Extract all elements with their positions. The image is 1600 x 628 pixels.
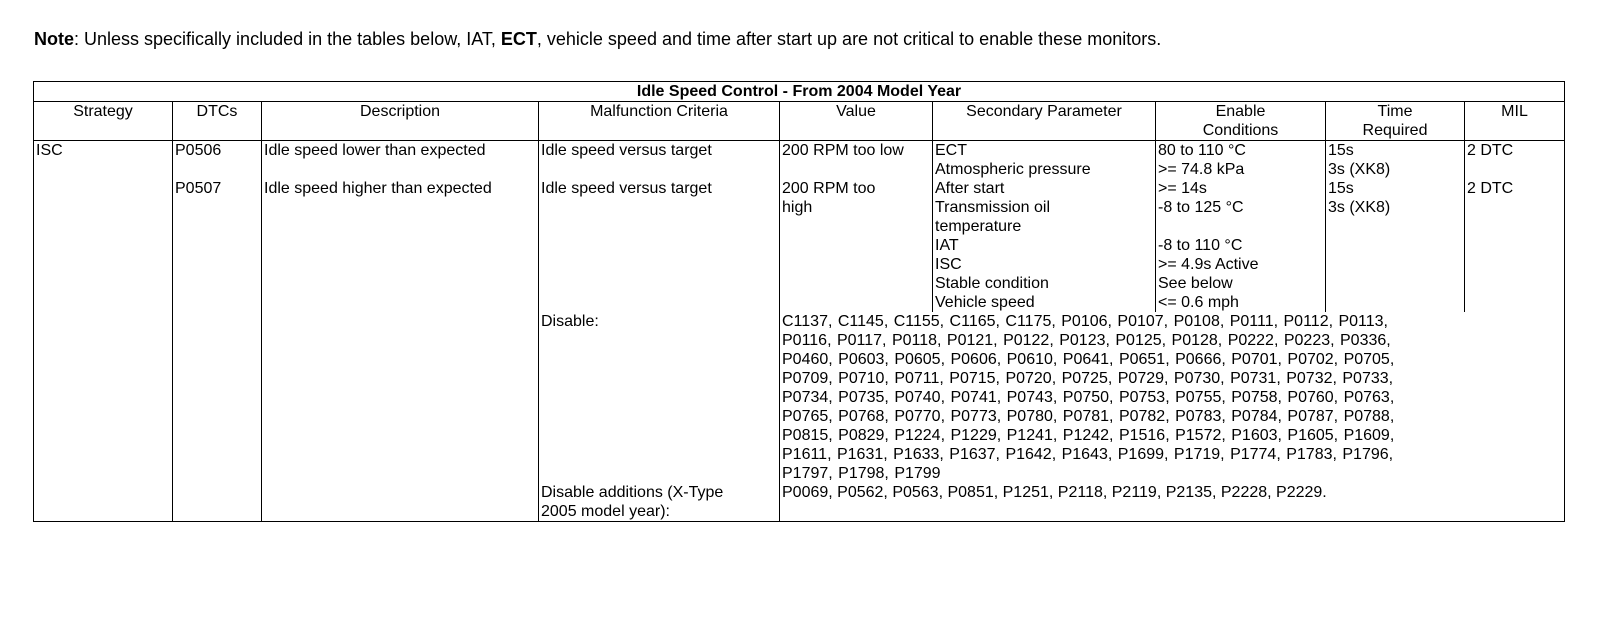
- cell-value: [780, 217, 933, 236]
- cell-dtc: [173, 255, 262, 274]
- header-enable-conditions-2: Conditions: [1156, 121, 1326, 141]
- cell-secondary: Vehicle speed: [933, 293, 1156, 312]
- cell-dtc: [173, 236, 262, 255]
- cell-strategy: [34, 255, 173, 274]
- cell-strategy: [34, 160, 173, 179]
- disable-additions-label-2: 2005 model year):: [541, 503, 670, 520]
- cell-dtc: P0507: [173, 179, 262, 198]
- cell-malfunction: [539, 293, 780, 312]
- table-header-row: [34, 102, 1565, 122]
- cell-dtc: P0506: [173, 141, 262, 161]
- disable-codes-line: P0815, P0829, P1224, P1229, P1241, P1242, P1516, P1572, P1603, P1605, P1609,: [782, 427, 1395, 444]
- cell-secondary: temperature: [933, 217, 1156, 236]
- disable-label: Disable:: [539, 312, 780, 483]
- table-row: [34, 236, 1565, 255]
- cell-value: [780, 255, 933, 274]
- header-time-required-1: Time: [1326, 102, 1465, 122]
- cell-strategy: [34, 217, 173, 236]
- cell-dtc: [173, 198, 262, 217]
- cell-dtc: [173, 274, 262, 293]
- cell-value: [780, 236, 933, 255]
- cell-secondary: After start: [933, 179, 1156, 198]
- cell-enable: 80 to 110 °C: [1156, 141, 1326, 161]
- note-text-2: , vehicle speed and time after start up are not critical to enable these monitors.: [536, 29, 1162, 49]
- cell-time: [1326, 293, 1465, 312]
- disable-codes-line: P1611, P1631, P1633, P1637, P1642, P1643, P1699, P1719, P1774, P1783, P1796,: [782, 446, 1394, 463]
- cell-malfunction: [539, 198, 780, 217]
- cell-value: 200 RPM too: [780, 179, 933, 198]
- cell-mil: [1465, 255, 1565, 274]
- cell-value: [780, 274, 933, 293]
- cell-time: [1326, 217, 1465, 236]
- disable-codes-line: P0460, P0603, P0605, P0606, P0610, P0641, P0651, P0666, P0701, P0702, P0705,: [782, 351, 1395, 368]
- cell-description: Idle speed higher than expected: [262, 179, 539, 198]
- cell-malfunction: Idle speed versus target: [539, 179, 780, 198]
- note-text: [34, 28, 1161, 50]
- cell-description: [262, 236, 539, 255]
- cell-description: Idle speed lower than expected: [262, 141, 539, 161]
- cell-time: [1326, 274, 1465, 293]
- table-row: [34, 198, 1565, 217]
- cell-malfunction: [539, 217, 780, 236]
- table-row: [34, 141, 1565, 161]
- cell-mil: 2 DTC: [1465, 179, 1565, 198]
- disable-codes-line: P0709, P0710, P0711, P0715, P0720, P0725, P0729, P0730, P0731, P0732, P0733,: [782, 370, 1394, 387]
- table-title: Idle Speed Control - From 2004 Model Year: [34, 82, 1565, 102]
- cell-dtc: [173, 217, 262, 236]
- disable-codes: [780, 312, 1565, 483]
- cell-enable: >= 14s: [1156, 179, 1326, 198]
- cell-mil: [1465, 293, 1565, 312]
- cell-enable: See below: [1156, 274, 1326, 293]
- header-strategy: Strategy: [34, 102, 173, 122]
- cell-enable: -8 to 110 °C: [1156, 236, 1326, 255]
- note-label: Note: [34, 29, 74, 49]
- cell-description: [262, 160, 539, 179]
- cell-mil: [1465, 236, 1565, 255]
- cell-secondary: IAT: [933, 236, 1156, 255]
- cell-description: [262, 255, 539, 274]
- header-dtcs: DTCs: [173, 102, 262, 122]
- cell-malfunction: [539, 274, 780, 293]
- cell-enable: <= 0.6 mph: [1156, 293, 1326, 312]
- cell-value: high: [780, 198, 933, 217]
- disable-codes-line: P0116, P0117, P0118, P0121, P0122, P0123, P0125, P0128, P0222, P0223, P0336,: [782, 332, 1391, 349]
- cell-dtc: [173, 160, 262, 179]
- cell-strategy: [34, 274, 173, 293]
- disable-codes-line: P1797, P1798, P1799: [782, 465, 941, 482]
- header-malfunction-criteria: Malfunction Criteria: [539, 102, 780, 122]
- cell-mil: [1465, 160, 1565, 179]
- cell-description: [262, 217, 539, 236]
- cell-time: 3s (XK8): [1326, 160, 1465, 179]
- cell-description: [262, 293, 539, 312]
- cell-value: 200 RPM too low: [780, 141, 933, 161]
- cell-mil: 2 DTC: [1465, 141, 1565, 161]
- cell-secondary: ISC: [933, 255, 1156, 274]
- cell-malfunction: [539, 236, 780, 255]
- table-row: [34, 179, 1565, 198]
- header-secondary-parameter: Secondary Parameter: [933, 102, 1156, 122]
- cell-dtc: [173, 293, 262, 312]
- cell-enable: -8 to 125 °C: [1156, 198, 1326, 217]
- cell-time: [1326, 236, 1465, 255]
- header-time-required-2: Required: [1326, 121, 1465, 141]
- disable-additions-codes: P0069, P0562, P0563, P0851, P1251, P2118, P2119, P2135, P2228, P2229.: [780, 483, 1565, 522]
- cell-malfunction: Idle speed versus target: [539, 141, 780, 161]
- cell-malfunction: [539, 255, 780, 274]
- cell-time: 15s: [1326, 179, 1465, 198]
- header-description: Description: [262, 102, 539, 122]
- table-row: [34, 293, 1565, 312]
- cell-value: [780, 293, 933, 312]
- cell-strategy: [34, 198, 173, 217]
- cell-strategy: ISC: [34, 141, 173, 161]
- cell-enable: [1156, 217, 1326, 236]
- header-enable-conditions-1: Enable: [1156, 102, 1326, 122]
- disable-additions-row: [34, 483, 1565, 522]
- cell-mil: [1465, 198, 1565, 217]
- header-value: Value: [780, 102, 933, 122]
- cell-mil: [1465, 217, 1565, 236]
- disable-additions-label-1: Disable additions (X-Type: [541, 484, 724, 501]
- cell-strategy: [34, 179, 173, 198]
- cell-strategy: [34, 293, 173, 312]
- cell-time: 3s (XK8): [1326, 198, 1465, 217]
- cell-secondary: Transmission oil: [933, 198, 1156, 217]
- idle-speed-control-table: [33, 81, 1565, 522]
- note-ect: ECT: [500, 29, 537, 49]
- header-mil: MIL: [1465, 102, 1565, 122]
- cell-secondary: Atmospheric pressure: [933, 160, 1156, 179]
- note-text-1: : Unless specifically included in the tables below, IAT,: [74, 29, 501, 49]
- disable-additions-label: [539, 483, 780, 522]
- cell-secondary: Stable condition: [933, 274, 1156, 293]
- cell-malfunction: [539, 160, 780, 179]
- cell-enable: >= 74.8 kPa: [1156, 160, 1326, 179]
- table-row: [34, 274, 1565, 293]
- disable-codes-line: P0765, P0768, P0770, P0773, P0780, P0781, P0782, P0783, P0784, P0787, P0788,: [782, 408, 1395, 425]
- cell-secondary: ECT: [933, 141, 1156, 161]
- table-row: [34, 255, 1565, 274]
- disable-codes-line: P0734, P0735, P0740, P0741, P0743, P0750, P0753, P0755, P0758, P0760, P0763,: [782, 389, 1395, 406]
- cell-time: 15s: [1326, 141, 1465, 161]
- disable-codes-line: C1137, C1145, C1155, C1165, C1175, P0106, P0107, P0108, P0111, P0112, P0113,: [782, 313, 1388, 330]
- table-header-row-2: [34, 121, 1565, 141]
- cell-description: [262, 274, 539, 293]
- cell-enable: >= 4.9s Active: [1156, 255, 1326, 274]
- cell-value: [780, 160, 933, 179]
- table-row: [34, 217, 1565, 236]
- disable-row: [34, 312, 1565, 483]
- cell-time: [1326, 255, 1465, 274]
- table-row: [34, 160, 1565, 179]
- cell-description: [262, 198, 539, 217]
- cell-mil: [1465, 274, 1565, 293]
- cell-strategy: [34, 236, 173, 255]
- table-title-row: [34, 82, 1565, 102]
